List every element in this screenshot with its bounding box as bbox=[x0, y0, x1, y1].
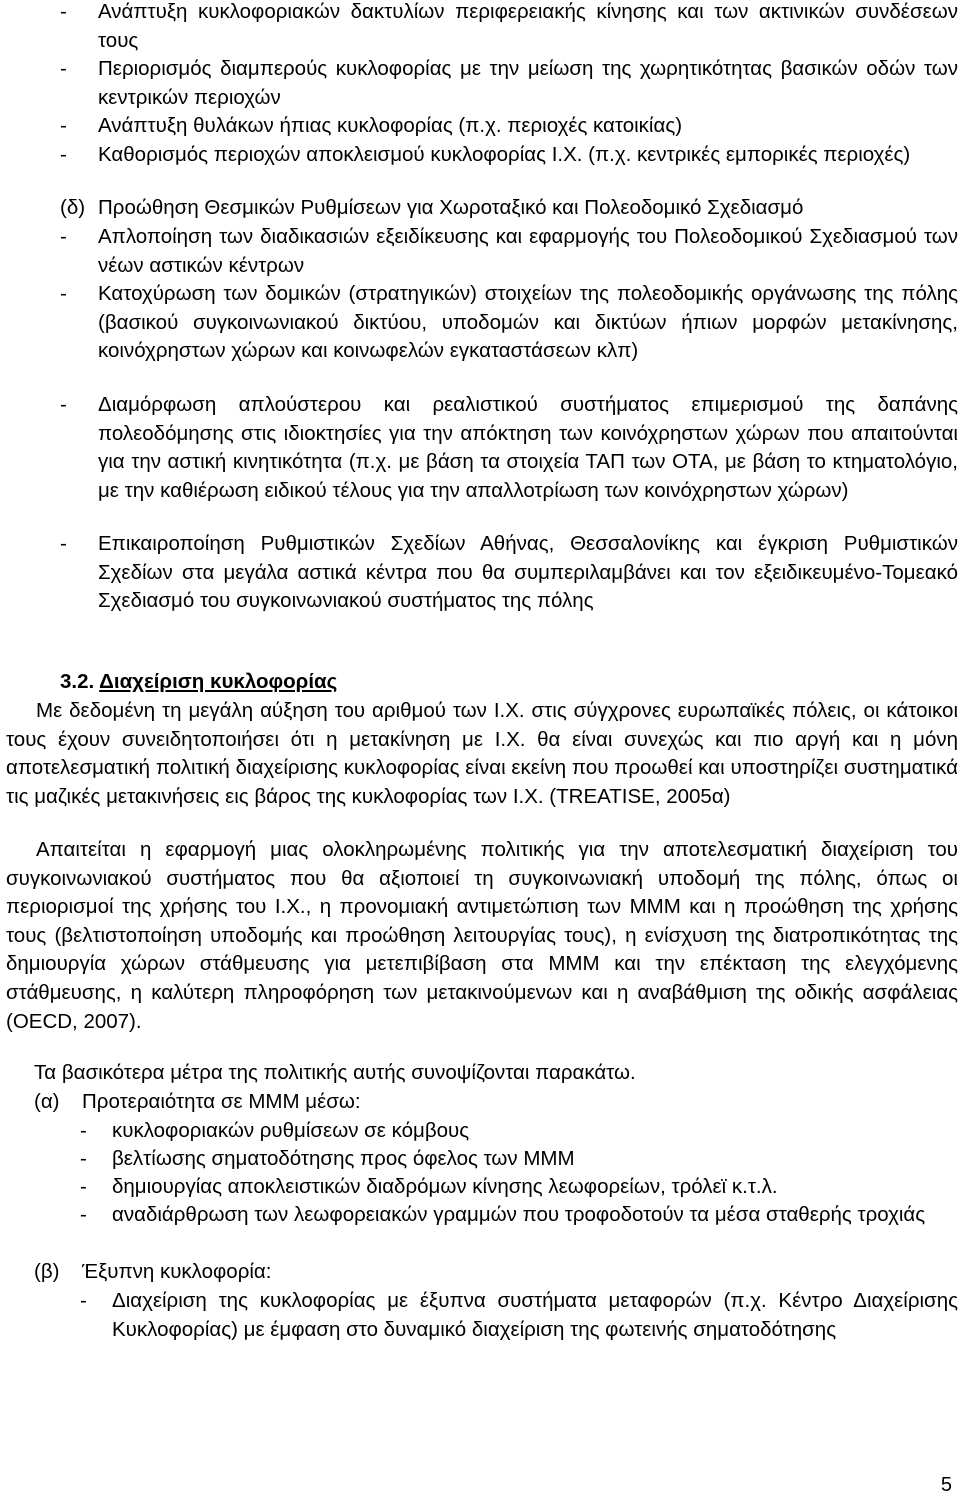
list-item bbox=[80, 1201, 958, 1230]
list-item bbox=[60, 223, 958, 280]
list-item-text: κυκλοφοριακών ρυθμίσεων σε κόμβους bbox=[112, 1119, 470, 1142]
list-item bbox=[60, 112, 958, 141]
summary-line: Τα βασικότερα μέτρα της πολιτικής αυτής συνοψίζονται παρακάτω. bbox=[34, 1061, 636, 1084]
paragraph: Με δεδομένη τη μεγάλη αύξηση του αριθμού των Ι.Χ. στις σύγχρονες ευρωπαϊκές πόλεις, οι κάτοικοι τους έχουν συνειδητοποιήσει ότι η μετακίνηση με Ι.Χ. θα είναι συνεχώς και πιο αργή και η μόνη αποτελεσματική πολιτική διαχείρισης κυκλοφορίας είναι εκείνη που προωθεί και υποστηρίζει συστηματικά τις μαζικές μετακινήσεις εις βάρος της κυκλοφορίας των Ι.Χ. (TREATISE, 2005α) bbox=[6, 699, 958, 808]
list-item-text: βελτίωσης σηματοδότησης προς όφελος των ΜΜΜ bbox=[112, 1147, 575, 1170]
list-item bbox=[60, 0, 958, 55]
list-item-text: Ανάπτυξη θυλάκων ήπιας κυκλοφορίας (π.χ. περιοχές κατοικίας) bbox=[98, 114, 683, 137]
list-item-text: Διαχείριση της κυκλοφορίας με έξυπνα συστήματα μεταφορών (π.χ. Κέντρο Διαχείρισης Κυκλοφορίας) με έμφαση στο δυναμικό διαχείριση της φωτεινής σηματοδότησης bbox=[112, 1289, 958, 1341]
section-heading bbox=[60, 668, 337, 697]
group-b-label bbox=[34, 1258, 271, 1287]
list-item-text: Κατοχύρωση των δομικών (στρατηγικών) στοιχείων της πολεοδομικής οργάνωσης της πόλης (βασικού συγκοινωνιακού δικτύου, υποδομών και δικτύων ήπιων μορφών μετακίνησης, κοινόχρηστων χώρων και κοινωφελών εγκαταστάσεων κλπ) bbox=[98, 282, 958, 363]
group-marker: (β) bbox=[34, 1260, 60, 1283]
list-marker: - bbox=[60, 143, 67, 166]
list-item bbox=[60, 141, 958, 170]
list-item bbox=[80, 1145, 958, 1174]
page-number: 5 bbox=[940, 1474, 952, 1496]
list-marker: - bbox=[60, 57, 67, 80]
section-d-heading bbox=[60, 194, 958, 223]
list-item-text: Περιορισμός διαμπερούς κυκλοφορίας με την μείωση της χωρητικότητας βασικών οδών των κεντρικών περιοχών bbox=[98, 57, 958, 109]
list-marker: - bbox=[60, 0, 67, 23]
list-item-text: δημιουργίας αποκλειστικών διαδρόμων κίνησης λεωφορείων, τρόλεϊ κ.τ.λ. bbox=[112, 1175, 778, 1198]
list-marker: - bbox=[60, 393, 67, 416]
section-title: Προώθηση Θεσμικών Ρυθμίσεων για Χωροταξικό και Πολεοδομικό Σχεδιασμό bbox=[98, 196, 804, 219]
list-item bbox=[60, 280, 958, 366]
list-item-text: Ανάπτυξη κυκλοφοριακών δακτυλίων περιφερειακής κίνησης και των ακτινικών συνδέσεων τους bbox=[98, 0, 958, 52]
list-item-text: Επικαιροποίηση Ρυθμιστικών Σχεδίων Αθήνας, Θεσσαλονίκης και έγκριση Ρυθμιστικών Σχεδίων στα μεγάλα αστικά κέντρα που θα συμπεριλαμβάνει και τον εξειδικευμένο-Τομεακό Σχεδιασμό του συγκοινωνιακού συστήματος της πόλης bbox=[98, 532, 958, 613]
list-item bbox=[60, 391, 958, 505]
list-marker: - bbox=[80, 1203, 87, 1226]
group-a-label bbox=[34, 1088, 361, 1117]
group-marker: (α) bbox=[34, 1090, 60, 1113]
list-item-text: Καθορισμός περιοχών αποκλεισμού κυκλοφορίας Ι.Χ. (π.χ. κεντρικές εμπορικές περιοχές) bbox=[98, 143, 911, 166]
list-item bbox=[80, 1173, 958, 1202]
list-marker: - bbox=[80, 1119, 87, 1142]
group-label-text: Έξυπνη κυκλοφορία: bbox=[82, 1260, 272, 1283]
list-item-text: Διαμόρφωση απλούστερου και ρεαλιστικού συστήματος επιμερισμού της δαπάνης πολεοδόμησης στις ιδιοκτησίες για την απόκτηση των κοινόχρηστων χώρων που απαιτούνται για την αστική κινητικότητα (π.χ. με βάση τα στοιχεία ΤΑΠ των ΟΤΑ, με βάση το κτηματολόγιο, με την καθιέρωση ειδικού τέλους για την απαλλοτρίωση των κοινόχρηστων χώρων) bbox=[98, 393, 958, 502]
list-marker: - bbox=[80, 1147, 87, 1170]
list-item bbox=[80, 1287, 958, 1344]
section-title: Διαχείριση κυκλοφορίας bbox=[99, 670, 338, 693]
list-item-text: αναδιάρθρωση των λεωφορειακών γραμμών που τροφοδοτούν τα μέσα σταθερής τροχιάς bbox=[112, 1203, 926, 1226]
list-item bbox=[60, 530, 958, 616]
list-marker: - bbox=[60, 282, 67, 305]
list-item-text: Απλοποίηση των διαδικασιών εξειδίκευσης και εφαρμογής του Πολεοδομικού Σχεδιασμού των νέων αστικών κέντρων bbox=[98, 225, 958, 277]
list-marker: - bbox=[60, 225, 67, 248]
section-number: 3.2. bbox=[60, 670, 95, 693]
list-item bbox=[80, 1117, 958, 1146]
list-marker: - bbox=[60, 532, 67, 555]
section-marker: (δ) bbox=[60, 196, 86, 219]
list-marker: - bbox=[80, 1289, 87, 1312]
list-item bbox=[60, 55, 958, 112]
list-marker: - bbox=[60, 114, 67, 137]
paragraph: Απαιτείται η εφαρμογή μιας ολοκληρωμένης πολιτικής για την αποτελεσματική διαχείριση του συγκοινωνιακού συστήματος που θα αξιοποιεί τη συγκοινωνιακή υποδομή της πόλης, όπως οι περιορισμοί της χρήσης του Ι.Χ., η προνομιακή αντιμετώπιση των ΜΜΜ και η προώθηση της χρήσης τους (βελτιστοποίηση υποδομής και προώθηση λειτουργίας τους), η ενίσχυση της διατροπικότητας της δημιουργία χώρων στάθμευσης για μετεπιβίβαση στα ΜΜΜ και την επέκταση της ελεγχόμενης στάθμευσης, η καλύτερη πληροφόρηση των μετακινούμενων και η αναβάθμιση της οδικής ασφάλειας (OECD, 2007). bbox=[6, 838, 958, 1033]
group-label-text: Προτεραιότητα σε ΜΜΜ μέσω: bbox=[82, 1090, 361, 1113]
list-marker: - bbox=[80, 1175, 87, 1198]
